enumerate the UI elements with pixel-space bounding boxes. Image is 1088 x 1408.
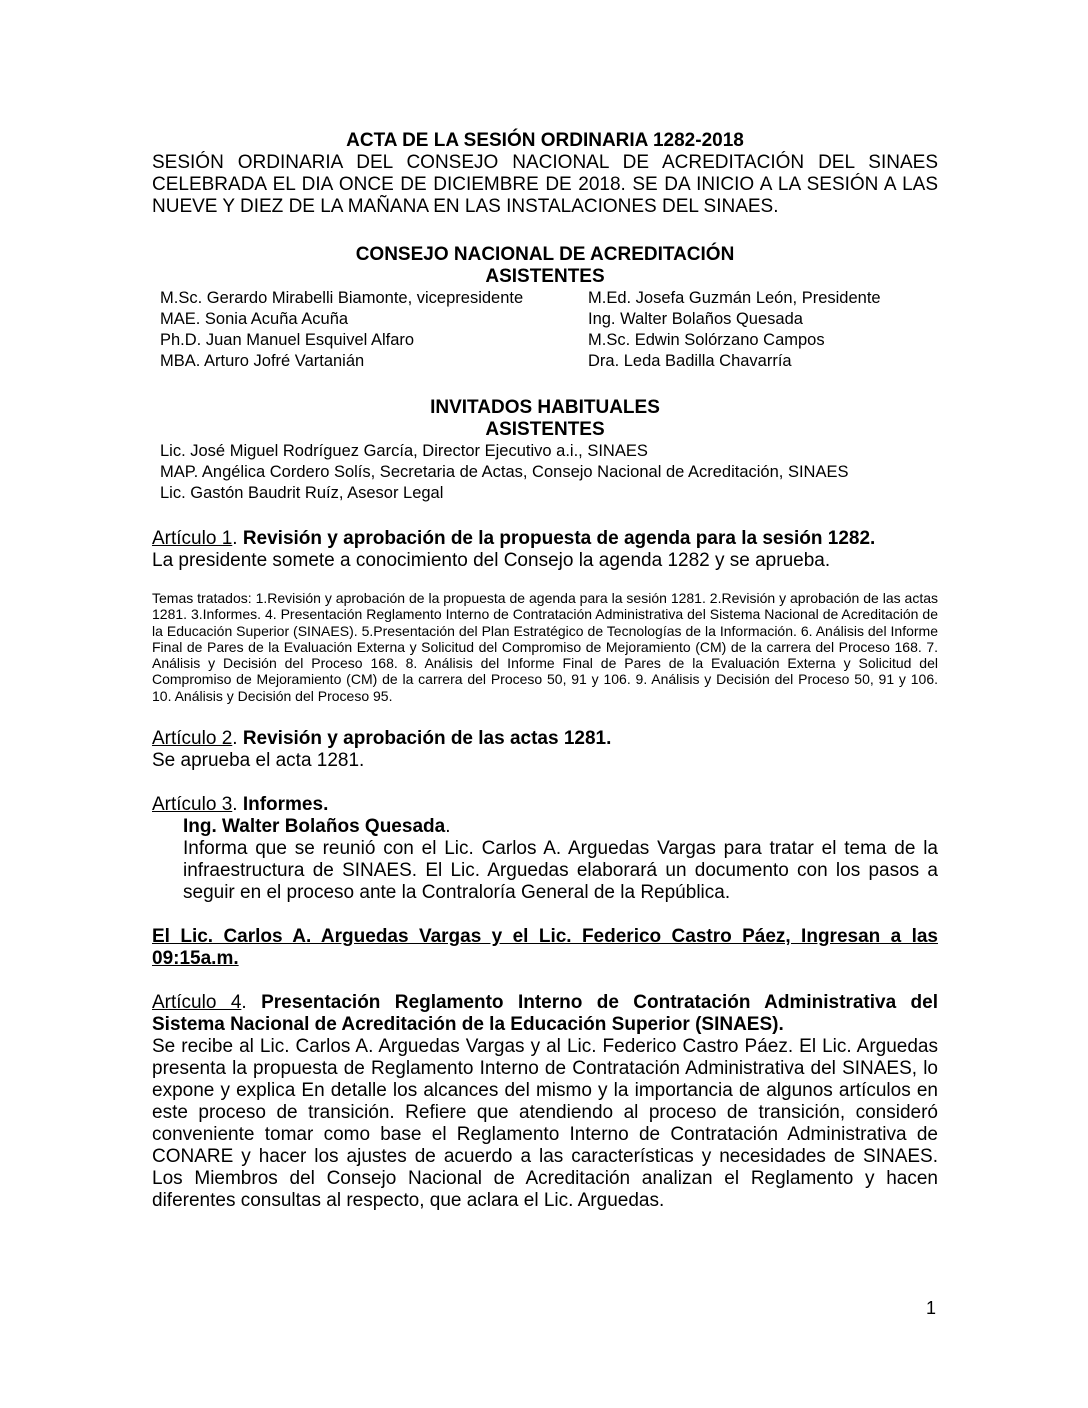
guest: Lic. Gastón Baudrit Ruíz, Asesor Legal: [160, 484, 444, 502]
attendee: Ing. Walter Bolaños Quesada: [588, 310, 803, 328]
attendee: Dra. Leda Badilla Chavarría: [588, 352, 792, 370]
guests-heading: INVITADOS HABITUALES: [430, 397, 660, 418]
attendee: M.Ed. Josefa Guzmán León, Presidente: [588, 289, 881, 307]
article-label: Artículo 1: [152, 528, 233, 549]
article-label: Artículo 3: [152, 794, 233, 816]
article-2-body: Se aprueba el acta 1281.: [152, 750, 365, 772]
article-title: Revisión y aprobación de la propuesta de agenda para la sesión 1282.: [242, 528, 876, 549]
article-2-heading: Artículo 2. Revisión y aprobación de las actas 1281.: [152, 728, 612, 750]
article-3-report: [183, 816, 938, 904]
page-number: 1: [926, 1298, 937, 1318]
council-heading: CONSEJO NACIONAL DE ACREDITACIÓN: [355, 244, 735, 265]
article-3-heading: Artículo 3. Informes.: [152, 794, 329, 816]
council-attendees-list: [160, 288, 938, 372]
attendee: MAE. Sonia Acuña Acuña: [160, 310, 349, 328]
article-1-heading: Artículo 1. Revisión y aprobación de la propuesta de agenda para la sesión 1282.: [152, 528, 876, 549]
article-title: Revisión y aprobación de las actas 1281.: [242, 728, 612, 750]
article-title: Informes.: [242, 794, 329, 816]
attendee: M.Sc. Edwin Solórzano Campos: [588, 331, 825, 349]
guest: MAP. Angélica Cordero Solís, Secretaria de Actas, Consejo Nacional de Acreditación, SINAES: [160, 463, 849, 481]
article-4-heading: Artículo 4. Presentación Reglamento Interno de Contratación Administrativa del Sistema Nacional de Acreditación de la Educación Superior (SINAES).: [152, 992, 938, 1036]
guest: Lic. José Miguel Rodríguez García, Director Ejecutivo a.i., SINAES: [160, 442, 648, 460]
document-page: [152, 130, 938, 1212]
guests-list: [160, 441, 938, 504]
article-label: Artículo 2: [152, 728, 233, 750]
document-title: ACTA DE LA SESIÓN ORDINARIA 1282-2018: [346, 130, 744, 151]
council-attendees-heading: ASISTENTES: [485, 266, 605, 287]
report-speaker: Ing. Walter Bolaños Quesada.: [183, 816, 451, 838]
session-intro: SESIÓN ORDINARIA DEL CONSEJO NACIONAL DE ACREDITACIÓN DEL SINAES CELEBRADA EL DIA ONCE DE DICIEMBRE DE 2018. SE DA INICIO A LA SESIÓN A LAS NUEVE Y DIEZ DE LA MAÑANA EN LAS INSTALACIONES DEL SINAES.: [152, 152, 938, 217]
attendee: M.Sc. Gerardo Mirabelli Biamonte, vicepresidente: [160, 289, 524, 307]
report-body: Informa que se reunió con el Lic. Carlos A. Arguedas Vargas para tratar el tema de la infraestructura de SINAES. El Lic. Arguedas elaborará un documento con los pasos a seguir en el proceso ante la Contraloría General de la República.: [183, 838, 938, 904]
article-4-body: Se recibe al Lic. Carlos A. Arguedas Vargas y al Lic. Federico Castro Páez. El Lic. Arguedas presenta la propuesta de Reglamento Interno de Contratación Administrativa del SINAES, lo expone y explica En detalle los alcances del mismo y la importancia de algunos artículos en este proceso de transición. Refiere que atendiendo al proceso de transición, consideró conveniente tomar como base el Reglamento Interno de Contratación Administrativa de CONARE y hacer los ajustes de acuerdo a las características y necesidades de SINAES. Los Miembros del Consejo Nacional de Acreditación analizan el Reglamento y hacen diferentes consultas al respecto, que aclara el Lic. Arguedas.: [152, 1036, 938, 1212]
topics-list: Temas tratados: 1.Revisión y aprobación de la propuesta de agenda para la sesión 1281. 2.Revisión y aprobación de las actas 1281. 3.Informes. 4. Presentación Reglamento Interno de Contratación Administrativa del Sistema Nacional de Acreditación de la Educación Superior (SINAES). 5.Presentación del Plan Estratégico de Tecnologías de la Información. 6. Análisis del Informe Final de Pares de la Evaluación Externa y Solicitud del Compromiso de Mejoramiento (CM) de la carrera del Proceso 168. 7. Análisis y Decisión del Proceso 168. 8. Análisis del Informe Final de Pares de la Evaluación Externa y Solicitud del Compromiso de Mejoramiento (CM) de la carrera del Proceso 50, 91 y 106. 9. Análisis y Decisión del Proceso 50, 91 y 106. 10. Análisis y Decisión del Proceso 95.: [152, 590, 938, 704]
article-label: Artículo 4: [152, 992, 242, 1014]
attendee: MBA. Arturo Jofré Vartanián: [160, 352, 365, 370]
arrival-notice: El Lic. Carlos A. Arguedas Vargas y el Lic. Federico Castro Páez, Ingresan a las 09:15a.m.: [152, 926, 938, 970]
article-title: Presentación Reglamento Interno de Contratación Administrativa del Sistema Nacional de Acreditación de la Educación Superior (SINAES).: [152, 992, 938, 1036]
article-1-body: La presidente somete a conocimiento del Consejo la agenda 1282 y se aprueba.: [152, 550, 831, 571]
guests-attendees-heading: ASISTENTES: [485, 419, 605, 440]
attendee: Ph.D. Juan Manuel Esquivel Alfaro: [160, 331, 415, 349]
